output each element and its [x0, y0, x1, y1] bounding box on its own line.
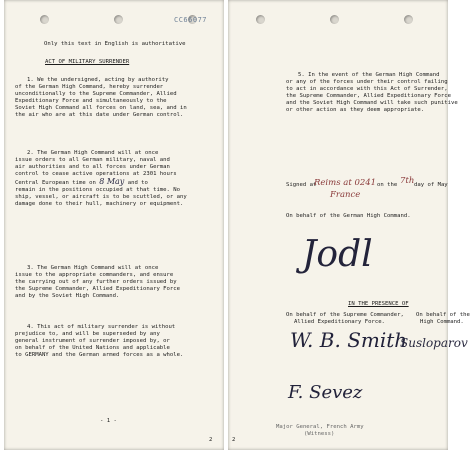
corner-mark: 2 [209, 437, 213, 443]
signed-at-label: Signed at [286, 182, 317, 188]
authoritative-note: Only this text in English is authoritative [44, 41, 186, 47]
page-number: - 1 - [100, 418, 117, 424]
punch-hole [404, 15, 413, 24]
signature-supreme-commander: W. B. Smith [290, 328, 408, 352]
punch-hole [40, 15, 49, 24]
document-serial-number: CC66077 [174, 16, 208, 24]
paragraph-2: 2. The German High Command will at once issue orders to all German military, naval and air authorities and to all forces under German control to cease active operations at 2301 hours Central European time on 8 May and to remain in the positions occupied at that time. No ship, vessel, or aircraft is to be scuttled, or any damage done to their hull, machinery or equipment. [15, 150, 187, 207]
page-two [228, 0, 470, 450]
behalf-soviet-command: On behalf of the High Command. [416, 312, 470, 325]
presence-heading: IN THE PRESENCE OF [348, 301, 409, 307]
punch-hole [256, 15, 265, 24]
punch-hole [114, 15, 123, 24]
paragraph-3: 3. The German High Command will at once issue to the appropriate commanders, and ensure the carrying out of any further orders issued by the Supreme Commander, Allied Expeditionary Force and by the Soviet High Command. [15, 265, 181, 299]
handwritten-date: 8 May [99, 177, 125, 186]
behalf-german-label: On behalf of the German High Command. [286, 213, 411, 219]
signed-on-label: on the [377, 182, 398, 188]
signature-french-witness: F. Sevez [288, 382, 363, 403]
signature-german-high-command: Jodl [302, 234, 373, 275]
paragraph-1: 1. We the undersigned, acting by authority of the German High Command, hereby surrender unconditionally to the Supreme Commander, Allied Expeditionary Force and simultaneously to the Soviet High Command all forces on land, sea, and in the air who are at this date under German control. [15, 77, 187, 118]
page-one [4, 0, 224, 450]
document-title: ACT OF MILITARY SURRENDER [45, 59, 130, 65]
handwritten-place: Reims at 0241 [314, 178, 377, 188]
behalf-supreme-commander: On behalf of the Supreme Commander, Allied Expeditionary Force. [286, 312, 404, 325]
handwritten-country: France [330, 190, 361, 200]
signed-month-label: day of May [414, 182, 448, 188]
paragraph-2-date-line: Central European time on 8 May and to [15, 177, 148, 186]
corner-mark: 2 [232, 437, 236, 443]
paragraph-5: 5. In the event of the German High Command or any of the forces under their control failing to act in accordance with this Act of Surrender, the Supreme Commander, Allied Expeditionary Force and the Soviet High Command will take such punitive or other action as they deem appropriate. [286, 72, 458, 113]
paragraph-4: 4. This act of military surrender is without prejudice to, and will be superseded by any general instrument of surrender imposed by, or on behalf of the United Nations and applicable to GERMANY and the German armed forces as a whole. [15, 324, 184, 358]
handwritten-day: 7th [400, 176, 415, 186]
punch-hole [330, 15, 339, 24]
signature-soviet-command: Susloparov [400, 336, 468, 350]
witness-caption: Major General, French Army (Witness) [276, 424, 364, 437]
